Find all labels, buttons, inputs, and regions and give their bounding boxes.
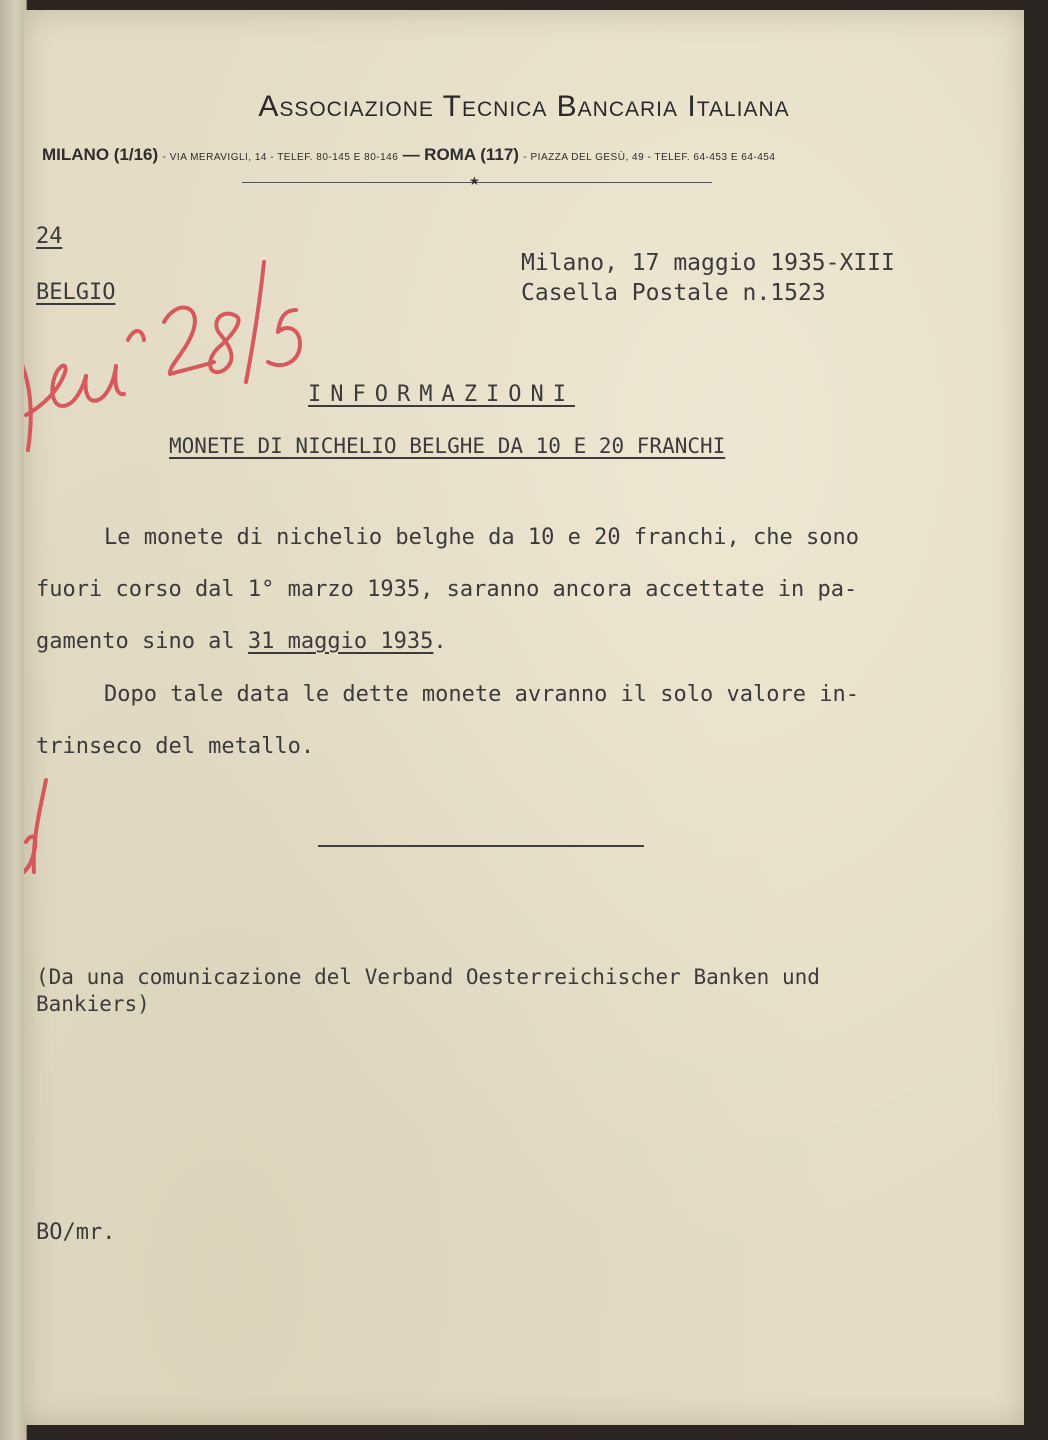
reference-number: 24 — [36, 224, 63, 249]
address-dash: — — [402, 145, 420, 164]
body-line-3-start: gamento sino al — [36, 629, 248, 654]
heading-title: INFORMAZIONI — [308, 382, 575, 407]
roma-label: ROMA (117) — [424, 145, 519, 164]
handwritten-annotation — [24, 10, 1024, 1425]
reference-country: BELGIO — [36, 280, 116, 305]
body-line-5: trinseco del metallo. — [36, 734, 315, 759]
letterhead-address — [42, 145, 942, 165]
deadline-date: 31 maggio 1935 — [247, 629, 434, 654]
body-line-2: fuori corso dal 1° marzo 1935, saranno ancora accettate in pa- — [36, 577, 858, 602]
previous-page-edge — [0, 0, 27, 1440]
star-icon: ★ — [469, 174, 480, 188]
typist-initials: BO/mr. — [36, 1220, 116, 1245]
milano-address: - VIA MERAVIGLI, 14 - TELEF. 80-145 E 80-146 — [162, 152, 399, 163]
source-note-line-2: Bankiers) — [36, 992, 150, 1016]
heading-subtitle: MONETE DI NICHELIO BELGHE DA 10 E 20 FRANCHI — [169, 434, 726, 458]
letterhead-title: Associazione Tecnica Bancaria Italiana — [258, 90, 790, 123]
source-note-line-1: (Da una comunicazione del Verband Oesterreichischer Banken und — [36, 965, 820, 989]
postal-box: Casella Postale n.1523 — [521, 280, 826, 306]
document-page — [24, 10, 1024, 1425]
date-line: Milano, 17 maggio 1935-XIII — [521, 250, 895, 276]
body-line-1: Le monete di nichelio belghe da 10 e 20 franchi, che sono — [104, 525, 859, 550]
body-line-4: Dopo tale data le dette monete avranno il solo valore in- — [104, 682, 859, 707]
milano-label: MILANO (1/16) — [42, 145, 159, 164]
roma-address: - PIAZZA DEL GESÙ, 49 - TELEF. 64-453 E 64-454 — [523, 152, 776, 163]
body-line-3 — [36, 629, 447, 654]
section-separator — [318, 845, 644, 847]
body-line-3-end: . — [433, 629, 447, 654]
